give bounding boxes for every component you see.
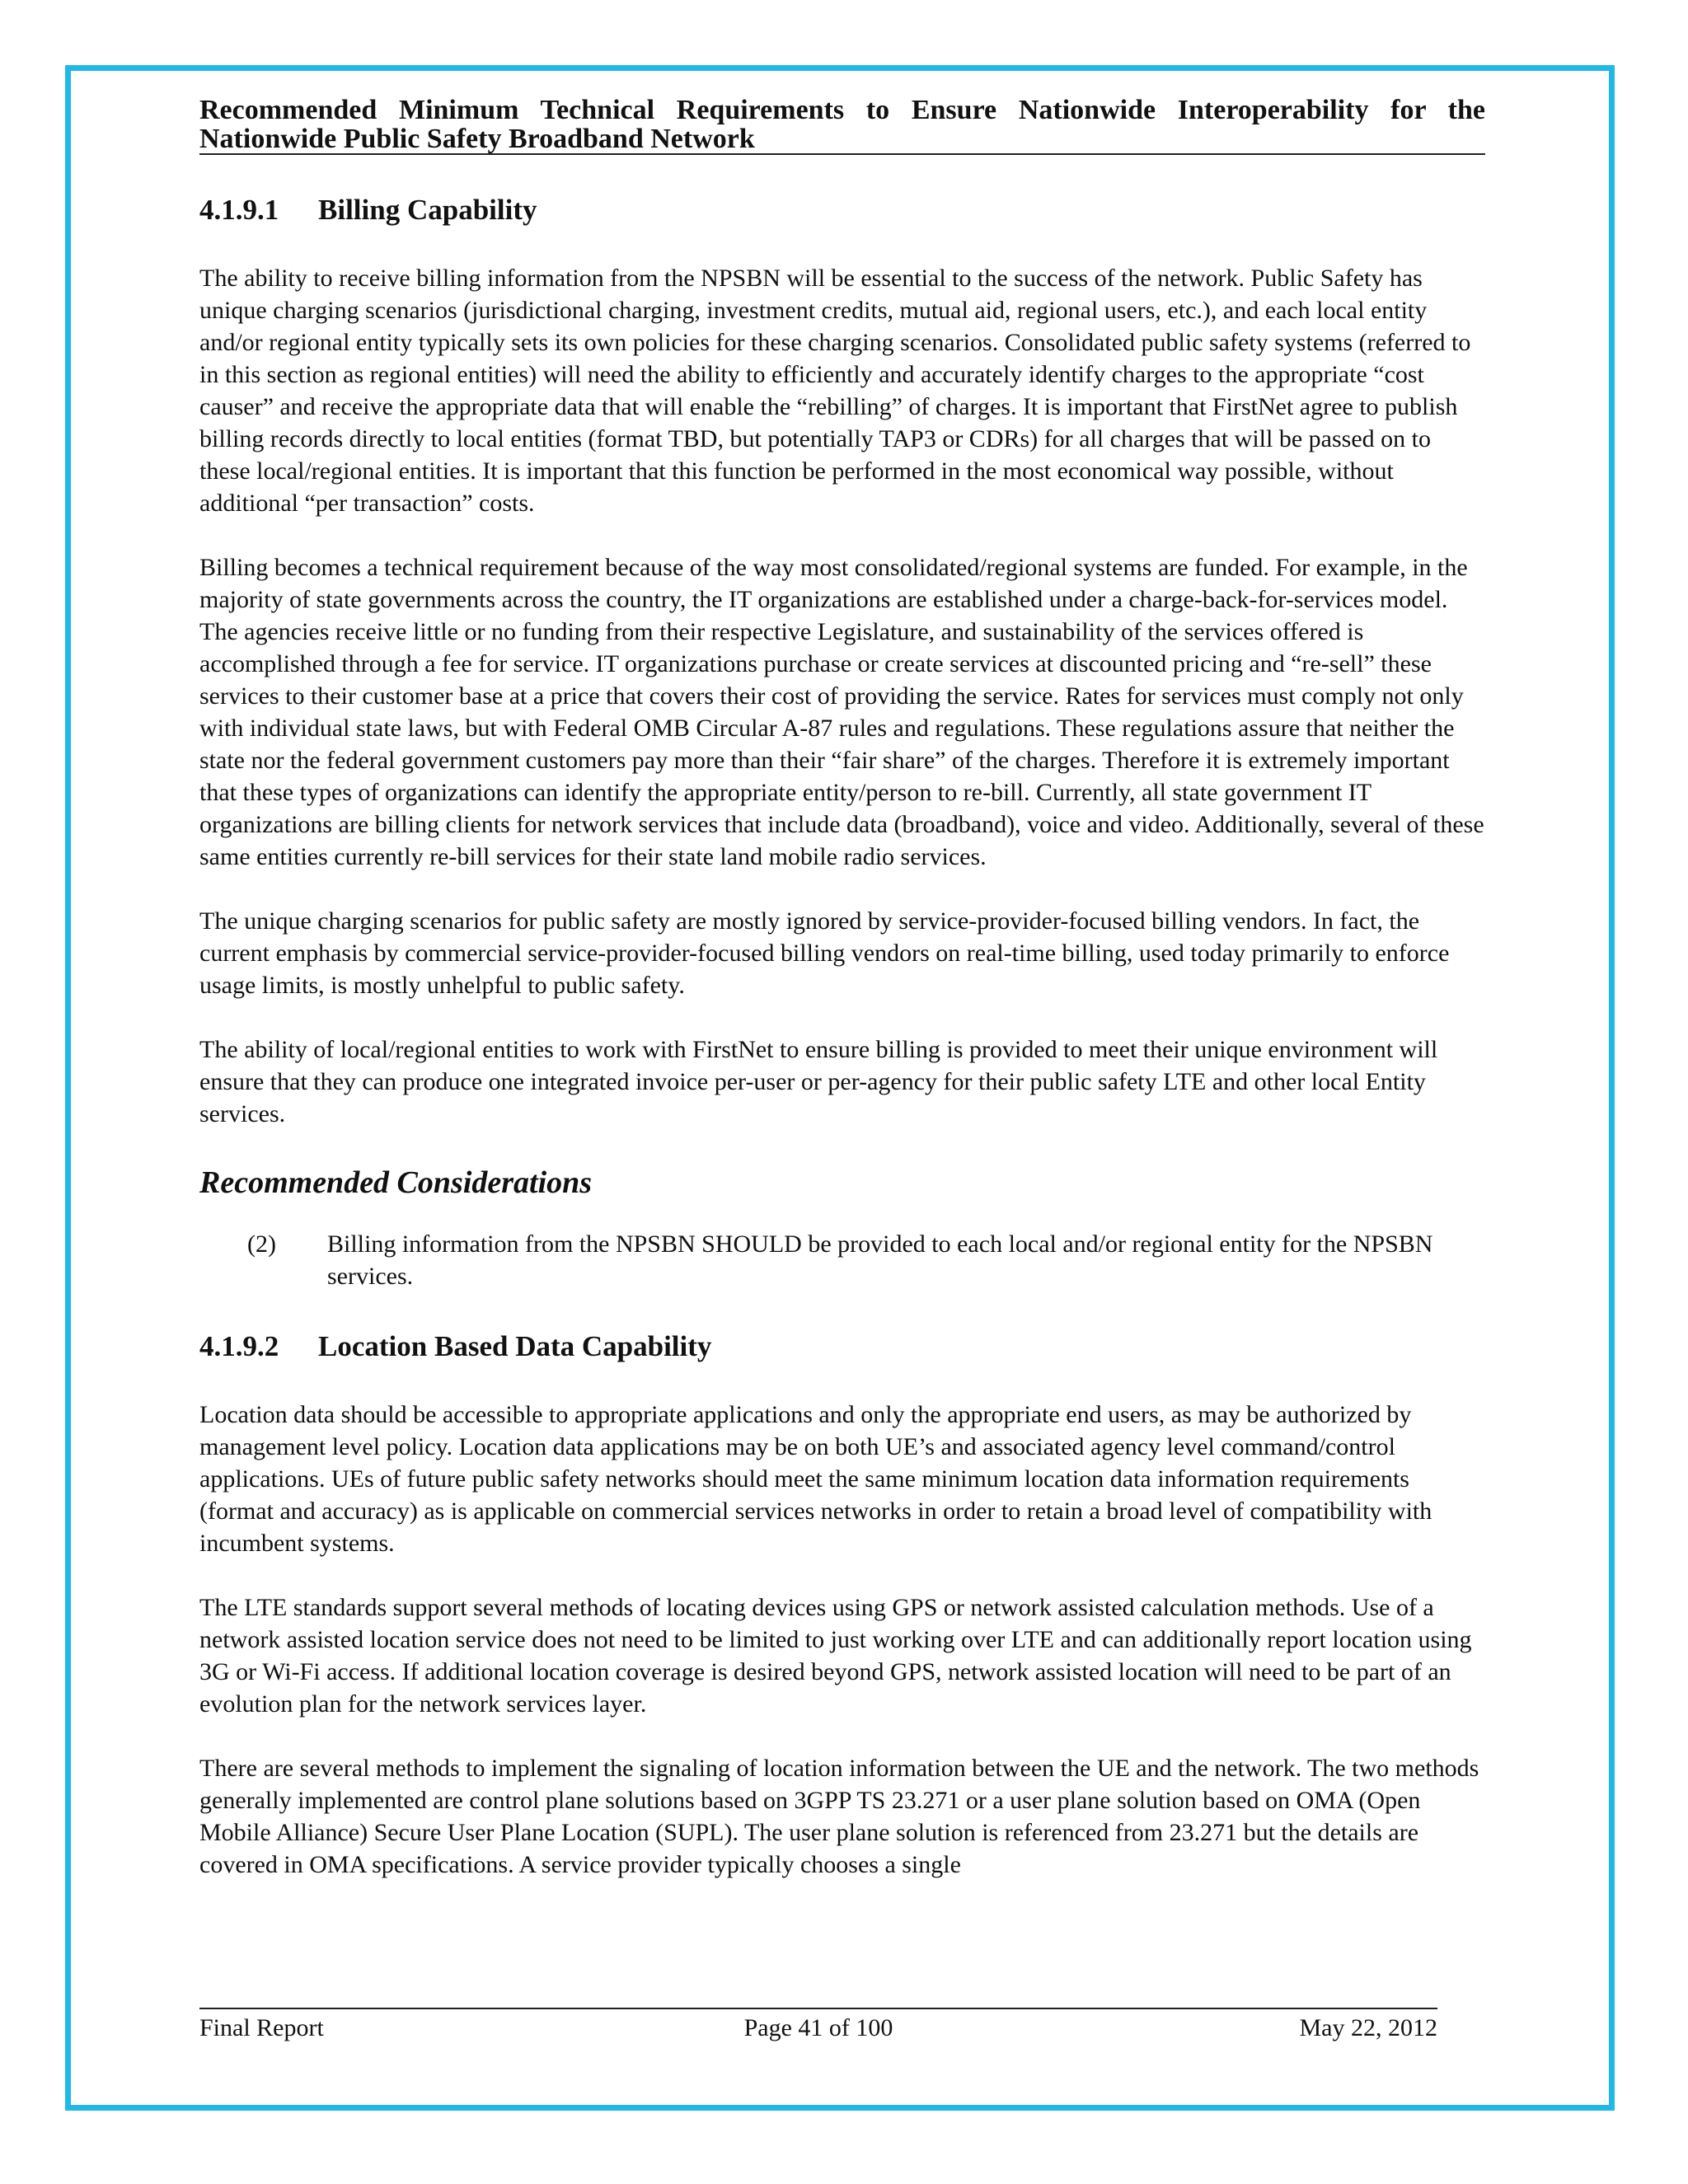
recommendation-number: (2) [247, 1230, 276, 1258]
recommendation-item [199, 1228, 1485, 1292]
page-content [199, 191, 1485, 1913]
footer-page-number: Page 41 of 100 [743, 2014, 893, 2041]
section-title: Billing Capability [318, 194, 537, 226]
section-title: Location Based Data Capability [318, 1330, 712, 1362]
paragraph: Billing becomes a technical requirement because of the way most consolidated/regional systems are funded. For example, in the majority of state governments across the country, the IT organizations are established under a charge-back-for-services model. The agencies receive little or no funding from their respective Legislature, and sustainability of the services offered is accomplished through a fee for service. IT organizations purchase or create services at discounted pricing and “re-sell” these services to their customer base at a price that covers their cost of providing the service. Rates for services must comply not only with individual state laws, but with Federal OMB Circular A-87 rules and regulations. These regulations assure that neither the state nor the federal government customers pay more than their “fair share” of the charges. Therefore it is extremely important that these types of organizations can identify the appropriate entity/person to re-bill. Currently, all state government IT organizations are billing clients for network services that include data (broadband), voice and video. Additionally, several of these same entities currently re-bill services for their state land mobile radio services. [199, 554, 1484, 870]
paragraph: The LTE standards support several methods of locating devices using GPS or network assisted calculation methods. Use of a network assisted location service does not need to be limited to just working over LTE and can additionally report location using 3G or Wi-Fi access. If additional location coverage is desired beyond GPS, network assisted location will need to be part of an evolution plan for the network services layer. [199, 1594, 1472, 1718]
section-number: 4.1.9.1 [199, 194, 279, 226]
paragraph: There are several methods to implement the signaling of location information between the UE and the network. The two methods generally implemented are control plane solutions based on 3GPP TS 23.271 or a user plane solution based on OMA (Open Mobile Alliance) Secure User Plane Location (SUPL). The user plane solution is referenced from 23.271 but the details are covered in OMA specifications. A service provider typically chooses a single [199, 1755, 1479, 1878]
recommended-considerations-heading: Recommended Considerations [199, 1165, 593, 1200]
footer-date: May 22, 2012 [1299, 2014, 1437, 2041]
section-heading-location [199, 1328, 1485, 1366]
paragraph: The ability to receive billing information from the NPSBN will be essential to the success of the network. Public Safety has unique charging scenarios (jurisdictional charging, investment credits, mutual aid, regional users, etc.), and each local entity and/or regional entity typically sets its own policies for these charging scenarios. Consolidated public safety systems (referred to in this section as regional entities) will need the ability to efficiently and accurately identify charges to the appropriate “cost causer” and receive the appropriate data that will enable the “rebilling” of charges. It is important that FirstNet agree to publish billing records directly to local entities (format TBD, but potentially TAP3 or CDRs) for all charges that will be passed on to these local/regional entities. It is important that this function be performed in the most economical way possible, without additional “per transaction” costs. [199, 265, 1471, 517]
section-number: 4.1.9.2 [199, 1330, 279, 1362]
paragraph: The ability of local/regional entities to work with FirstNet to ensure billing is provided to meet their unique environment will ensure that they can produce one integrated invoice per-user or per-agency for their public safety LTE and other local Entity services. [199, 1036, 1438, 1127]
paragraph: Location data should be accessible to appropriate applications and only the appropriate end users, as may be authorized by management level policy. Location data applications may be on both UE’s and associated agency level command/control applications. UEs of future public safety networks should meet the same minimum location data information requirements (format and accuracy) as is applicable on commercial services networks in order to retain a broad level of compatibility with incumbent systems. [199, 1401, 1432, 1557]
section-heading-billing [199, 191, 1485, 229]
document-header-title: Recommended Minimum Technical Requirements to Ensure Nationwide Interoperability for the Nationwide Public Safety Broadband Network [199, 95, 1485, 154]
header-divider [199, 153, 1485, 155]
paragraph: The unique charging scenarios for public safety are mostly ignored by service-provider-focused billing vendors. In fact, the current emphasis by commercial service-provider-focused billing vendors on real-time billing, used today primarily to enforce usage limits, is mostly unhelpful to public safety. [199, 907, 1450, 999]
footer-divider [199, 2008, 1437, 2009]
recommendation-text: Billing information from the NPSBN SHOULD be provided to each local and/or regional entity for the NPSBN services. [327, 1230, 1433, 1290]
footer-report-label: Final Report [199, 2014, 324, 2041]
